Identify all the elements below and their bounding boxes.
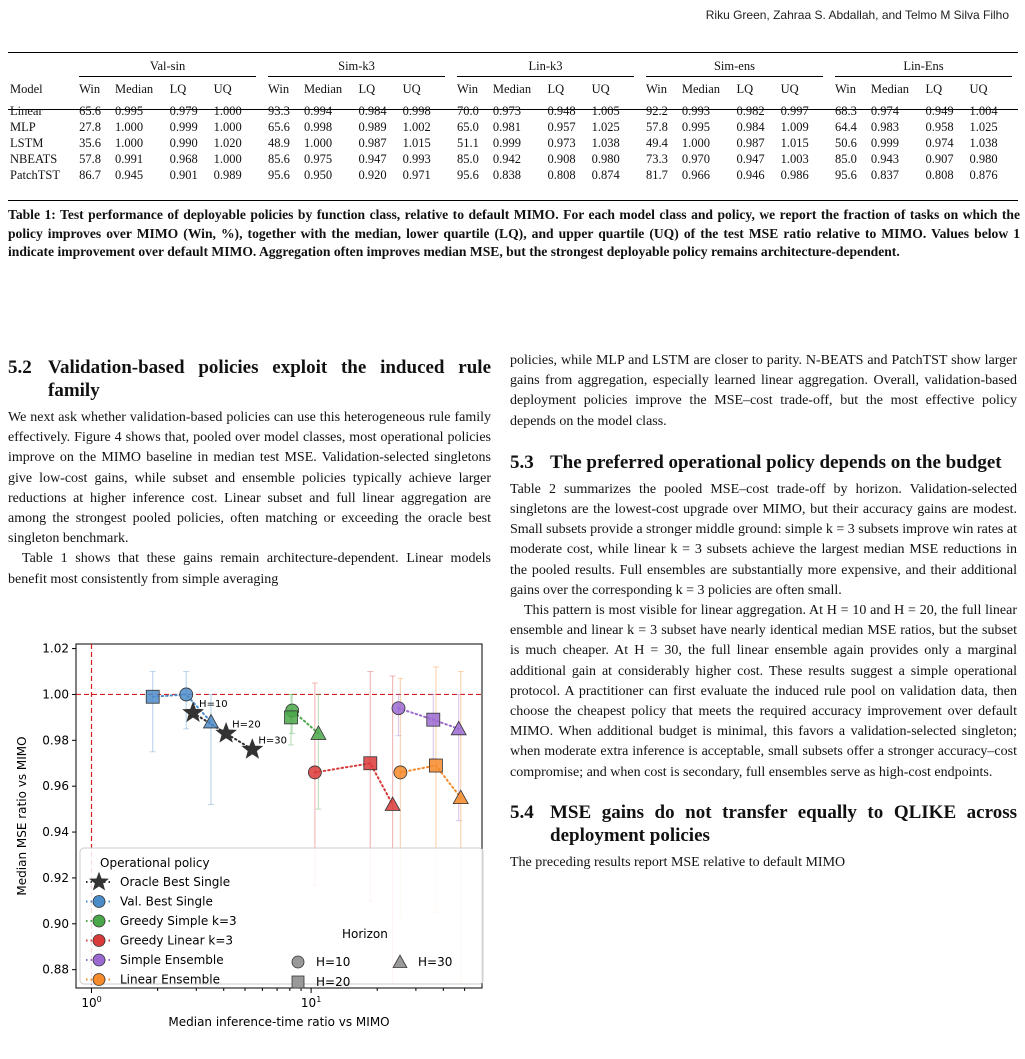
data-point [180,688,193,701]
paragraph: We next ask whether validation-based policies can use this heterogeneous rule family effectively. Figure 4 shows that, pooled over model classes, most operational policies improve on the MIMO baseline in median test MSE. Validation-selected singletons give low-cost gains, while subset and ensemble policies typically achieve larger reductions at higher inference cost. Linear subset and full linear aggregation are among the strongest pooled policies, often matching or exceeding the oracle best singleton benchmark. [8,410,491,547]
table-cell: 0.989 [213,167,242,182]
column-header: Median [681,81,721,96]
table-cell: 0.993 [681,103,710,118]
table-cell: 0.984 [736,119,765,134]
table-cell: 0.998 [303,119,333,134]
table-body [8,100,1018,183]
table-cell: PatchTST [10,167,60,182]
table-cell: 0.989 [358,119,387,134]
table-cell: 1.005 [591,103,620,118]
table-cell: 65.0 [457,119,479,134]
x-tick-label: $10^0$ [81,995,102,1010]
table-cell: 1.025 [591,119,620,134]
section-title: MSE gains do not transfer equally to QLIKE across deployment policies [550,801,1017,846]
column-header: Median [492,81,532,96]
data-point [311,726,326,739]
table-cell: 68.3 [834,103,857,118]
paragraph: policies, while MLP and LSTM are closer to parity. N-BEATS and PatchTST show larger gains from aggregation, especially learned linear aggregation. Overall, validation-based deployment policies improve the MSE–cost trade-off, but the most effective policy depends on the model class. [510,353,1017,429]
column-header: LQ [736,81,754,96]
table-cell: 0.958 [925,119,954,134]
legend [80,848,483,989]
paragraph: This pattern is most visible for linear aggregation. At H = 10 and H = 20, the full linear ensemble and linear k = 3 subset have nearly identical median MSE ratios, but the subset is much cheaper. At H = 30, the full linear ensemble again provides only a marginal additional gain at considerably higher cost. These results suggest a simple operational protocol. A practitioner can first evaluate the induced rule pool on validation data, then choose the cheapest policy that meets the required accuracy improvement over default MIMO. When additional budget is minimal, this favors a validation-selected singleton; when moderate extra inference is acceptable, small subsets offer a stronger accuracy–cost compromise; and when cost is secondary, full ensembles serve as high-cost endpoints. [510,603,1017,780]
table-cell: 0.945 [114,167,144,182]
data-point [146,690,159,703]
legend-label: Oracle Best Single [120,875,231,889]
table-cell: 0.999 [492,135,522,150]
data-point [427,713,440,726]
y-tick-label: 0.98 [42,733,69,748]
column-header: Win [645,81,668,96]
table-cell: 0.979 [169,103,198,118]
column-header: UQ [402,81,421,96]
legend-marker [93,974,105,986]
group-spacer [8,58,73,78]
legend-title: Operational policy [100,856,210,870]
legend-marker [93,915,105,927]
column-header: LQ [169,81,187,96]
group-header: Sim-ens [640,58,829,78]
table-bottom-rule [8,200,1018,201]
table-cell: 0.973 [547,135,576,150]
table-cell: 1.015 [402,135,431,150]
table-row [8,135,1018,151]
section-heading [510,801,1017,847]
table-cell: 0.974 [925,135,954,150]
table-cell: 0.980 [591,151,620,166]
table-cell: 0.982 [736,103,765,118]
table-cell: 64.4 [834,119,857,134]
table-cell: Linear [10,103,43,118]
table-cell: 0.987 [358,135,387,150]
table-cell: 1.000 [213,151,242,166]
table-cell: 70.0 [457,103,479,118]
table-cell: 1.038 [591,135,620,150]
table-cell: 0.876 [969,167,998,182]
table-cell: 0.808 [547,167,576,182]
section-title: Validation-based policies exploit the induced rule family [48,357,491,401]
table-cell: NBEATS [10,151,58,166]
table-cell: 0.980 [969,151,998,166]
column-header: Win [268,81,290,96]
section-heading [510,451,1017,474]
table-cell: 0.973 [492,103,522,118]
horizon-label: H=30 [418,955,453,969]
table-cell: 0.984 [358,103,387,118]
table-cell: 0.942 [492,151,522,166]
column-header: Win [79,81,101,96]
table-cell: 1.020 [213,135,242,150]
table-cell: 65.6 [268,119,290,134]
table-cell: 0.949 [925,103,954,118]
table-cell: 0.983 [870,119,899,134]
table-cell: 0.970 [681,151,710,166]
section-title: The preferred operational policy depends on the budget [550,451,1002,473]
table-cell: 0.946 [736,167,765,182]
table-row [8,100,1018,119]
data-point [429,759,442,772]
table-cell: 57.8 [79,151,101,166]
running-header: Riku Green, Zahraa S. Abdallah, and Telmo M Silva Filho [705,8,1009,22]
table-cell: 0.997 [780,103,809,118]
table-cell: 0.943 [870,151,899,166]
section-number: 5.3 [510,451,534,473]
table-cell: LSTM [10,135,44,150]
horizon-marker [292,956,304,968]
table-cell: 48.9 [268,135,290,150]
column-header-row [8,78,1018,100]
table-cell: 0.975 [303,151,333,166]
table-cell: 1.000 [681,135,710,150]
table-cell: 0.987 [736,135,765,150]
column-header: Win [457,81,479,96]
table-cell: 1.003 [780,151,809,166]
table-row [8,119,1018,135]
group-header: Val-sin [73,58,262,78]
table-cell: 85.6 [268,151,290,166]
y-tick-label: 1.00 [42,687,69,702]
table-cell: 1.025 [969,119,998,134]
mse-cost-chart [8,632,491,1044]
figure-4 [8,632,491,1044]
table-cell: 92.2 [645,103,668,118]
legend-label: Linear Ensemble [120,972,220,987]
data-point [364,757,377,770]
table-cell: 0.993 [402,151,431,166]
table-cell: 1.002 [402,119,431,134]
table-cell: 0.995 [681,119,710,134]
group-header: Sim-k3 [262,58,451,78]
series-line [315,763,393,804]
table-cell: 0.907 [925,151,954,166]
column-header: UQ [591,81,610,96]
table-cell: 0.966 [681,167,710,182]
horizon-legend-title: Horizon [342,927,388,941]
data-point [392,702,405,715]
column-header: LQ [925,81,943,96]
table-cell: 93.3 [268,103,290,118]
table-cell: 1.015 [780,135,809,150]
data-point [308,766,321,779]
legend-marker [93,954,105,966]
table-cell: 85.0 [834,151,857,166]
results-table [8,58,1018,183]
y-tick-label: 0.90 [42,916,69,931]
table-cell: 1.009 [780,119,809,134]
table-cell: 85.0 [457,151,479,166]
point-label: H=30 [258,735,287,747]
y-tick-label: 0.92 [42,870,69,885]
table-cell: 0.947 [736,151,765,166]
column-header: Win [834,81,856,96]
point-label: H=10 [199,698,228,710]
table-cell: 0.998 [402,103,431,118]
table-cell: 0.808 [925,167,954,182]
group-header: Lin-k3 [451,58,640,78]
group-header: Lin-Ens [829,58,1018,78]
table-cell: 27.8 [79,119,101,134]
table-cell: 1.038 [969,135,998,150]
column-header: Model [10,81,43,96]
table-cell: 1.000 [213,103,242,118]
y-tick-label: 0.96 [42,779,69,794]
table-cell: 0.995 [114,103,144,118]
paragraph: Table 1 shows that these gains remain architecture-dependent. Linear models benefit most consistently from simple averaging [8,551,491,587]
table-cell: 73.3 [645,151,668,166]
table-top-rule [8,52,1018,53]
table-caption: Table 1: Test performance of deployable policies by function class, relative to default MIMO. For each model class and policy, we report the fraction of tasks on which the policy improves over MIMO (Win, %), together with the median, lower quartile (LQ), and upper quartile (UQ) of the test MSE ratio relative to MIMO. Values below 1 indicate improvement over default MIMO. Aggregation often improves median MSE, but the strongest deployable policy remains architecture-dependent. [8,207,1020,259]
table-cell: 0.948 [547,103,576,118]
table-cell: 0.999 [870,135,899,150]
section-heading [8,356,491,402]
table-cell: 86.7 [79,167,101,182]
column-header: Median [870,81,910,96]
legend-label: Greedy Simple k=3 [120,914,237,928]
table-cell: 0.908 [547,151,576,166]
data-point [394,766,407,779]
table-cell: 1.004 [969,103,998,118]
table-cell: 51.1 [457,135,479,150]
x-tick-label: $10^1$ [300,995,322,1010]
column-header: UQ [780,81,799,96]
y-tick-label: 1.02 [42,641,69,656]
table-cell: 0.950 [303,167,333,182]
table-cell: 95.6 [834,167,857,182]
table-cell: 0.968 [169,151,198,166]
table-cell: 0.901 [169,167,198,182]
table-cell: 1.000 [303,135,333,150]
table-cell: 0.971 [402,167,431,182]
table-cell: 1.000 [114,135,144,150]
data-point [385,797,400,810]
table-cell: 65.6 [79,103,101,118]
table-cell: 95.6 [457,167,479,182]
y-tick-label: 0.94 [42,825,69,840]
table-cell: 1.000 [114,119,144,134]
table-cell: 0.838 [492,167,522,182]
table-cell: MLP [10,119,36,134]
column-header: Median [114,81,154,96]
horizon-label: H=20 [316,975,351,989]
section-number: 5.4 [510,801,534,823]
horizon-marker [292,976,304,988]
table-cell: 0.837 [870,167,899,182]
legend-marker [93,935,105,947]
column-header: UQ [969,81,988,96]
column-header: UQ [213,81,232,96]
legend-label: Val. Best Single [120,894,213,909]
table-cell: 0.999 [169,119,198,134]
paragraph: Table 2 summarizes the pooled MSE–cost trade-off by horizon. Validation-selected singletons are the lowest-cost upgrade over MIMO, but their accuracy gains are modest. Small subsets provide a stronger middle ground: simple k = 3 subsets improve win rates at moderate cost, while linear k = 3 subsets achieve the largest median MSE reductions in the pooled results. Full ensembles are substantially more expensive, and their additional gains over the corresponding k = 3 policies are often small. [510,481,1017,598]
table-cell: 35.6 [79,135,101,150]
table-cell: 0.957 [547,119,576,134]
table-cell: 0.981 [492,119,522,134]
column-header: LQ [547,81,565,96]
y-tick-label: 0.88 [42,962,69,977]
right-column [510,351,1017,873]
paragraph: The preceding results report MSE relative to default MIMO [510,854,846,870]
y-axis-label: Median MSE ratio vs MIMO [15,736,29,896]
table-cell: 0.974 [870,103,899,118]
table-cell: 0.994 [303,103,333,118]
table-row [8,167,1018,183]
table-cell: 1.000 [213,119,242,134]
table-row [8,151,1018,167]
point-label: H=20 [232,719,261,731]
legend-label: Greedy Linear k=3 [120,933,234,948]
column-header: Median [303,81,343,96]
table-cell: 0.874 [591,167,620,182]
table-cell: 49.4 [645,135,668,150]
table-cell: 0.990 [169,135,198,150]
table-cell: 81.7 [645,167,668,182]
table-cell: 95.6 [268,167,290,182]
legend-label: Simple Ensemble [120,953,224,967]
section-number: 5.2 [8,357,32,378]
x-axis-label: Median inference-time ratio vs MIMO [168,1015,390,1029]
table-cell: 0.991 [114,151,144,166]
table-cell: 0.920 [358,167,387,182]
table-cell: 50.6 [834,135,857,150]
column-header: LQ [358,81,376,96]
table-cell: 57.8 [645,119,668,134]
data-point [451,721,466,734]
data-point [285,711,298,724]
left-column [8,356,491,590]
legend-marker [93,896,105,908]
horizon-label: H=10 [316,955,351,969]
table-cell: 0.986 [780,167,809,182]
table-cell: 0.947 [358,151,387,166]
